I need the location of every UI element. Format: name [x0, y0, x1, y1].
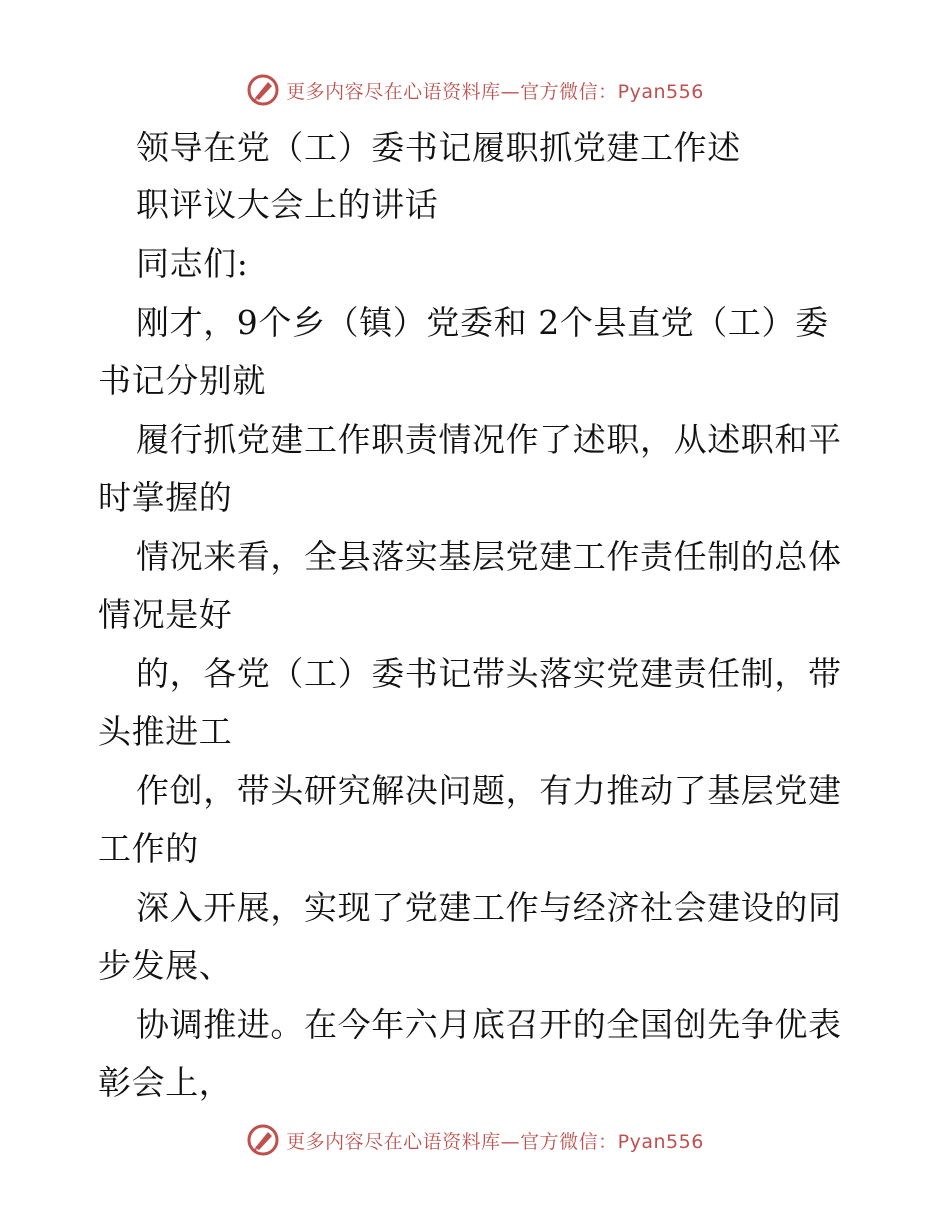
salutation: 同志们: [136, 244, 249, 283]
header-banner [0, 68, 950, 112]
text-line: 的，各党（工）委书记带头落实党建责任制，带 [136, 654, 842, 693]
text-line: 情况是好 [98, 595, 233, 634]
footer-banner-text: 更多内容尽在心语资料库—官方微信：Pyan556 [286, 1130, 704, 1153]
text-line: 深入开展，实现了党建工作与经济社会建设的同 [136, 888, 842, 927]
text-line: 协调推进。在今年六月底召开的全国创先争优表 [136, 1005, 842, 1044]
footer-banner [0, 1118, 950, 1162]
text-line: 时掌握的 [98, 478, 233, 517]
text-line: 履行抓党建工作职责情况作了述职，从述职和平 [136, 420, 842, 459]
text-line: 彰会上， [98, 1063, 233, 1102]
title-line-1: 领导在党（工）委书记履职抓党建工作述 [136, 128, 741, 167]
pen-logo-icon [246, 1123, 280, 1157]
text-line: 情况来看，全县落实基层党建工作责任制的总体 [136, 537, 842, 576]
title-line-2: 职评议大会上的讲话 [136, 185, 439, 224]
text-line: 作创，带头研究解决问题，有力推动了基层党建 [136, 771, 842, 810]
text-line: 刚才，9个乡（镇）党委和 2个县直党（工）委 [136, 303, 829, 342]
pen-logo-icon [246, 73, 280, 107]
text-line: 工作的 [98, 829, 199, 868]
text-line: 步发展、 [98, 946, 233, 985]
text-line: 书记分别就 [98, 361, 266, 400]
text-line: 头推进工 [98, 712, 233, 751]
header-banner-text: 更多内容尽在心语资料库—官方微信：Pyan556 [286, 80, 704, 103]
